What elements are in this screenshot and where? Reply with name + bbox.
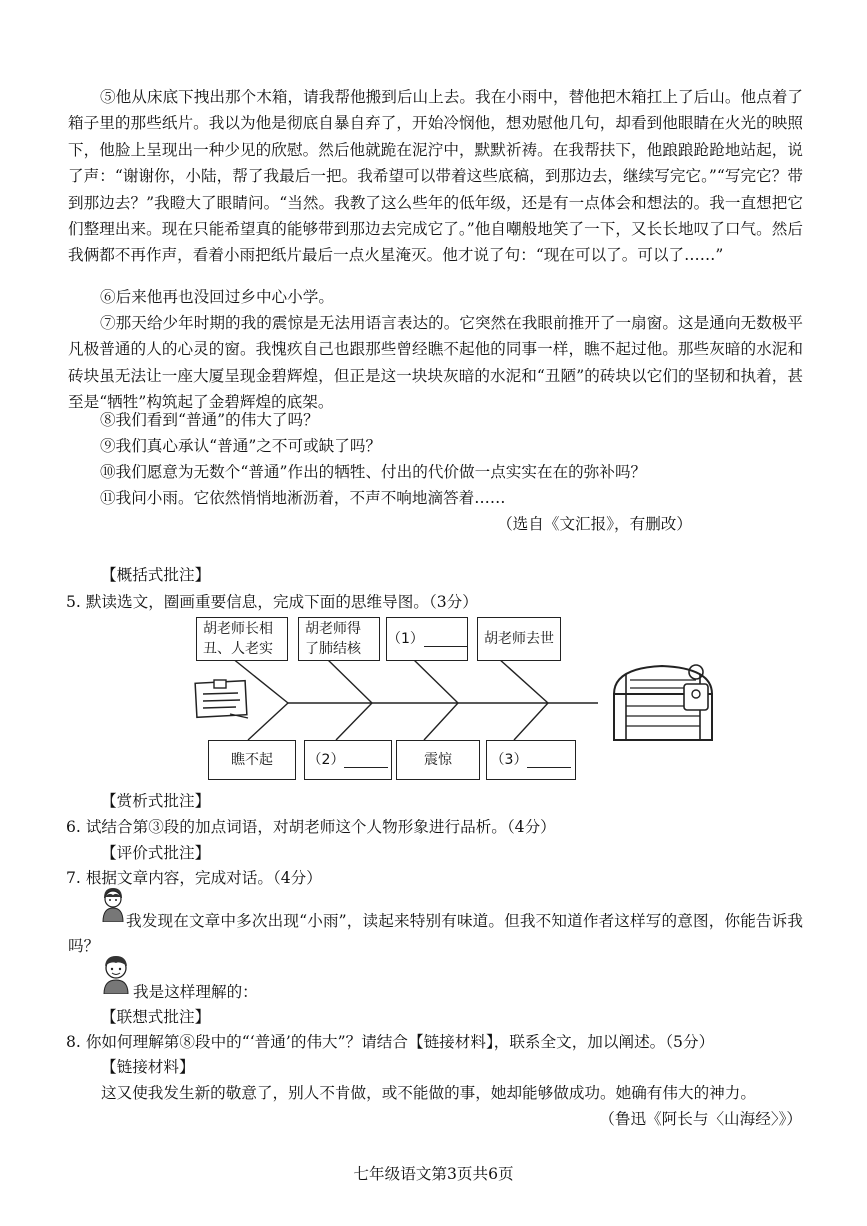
paragraph-9: ⑨我们真心承认“普通”之不可或缺了吗？ (100, 437, 382, 455)
blank-label-1: （1） (387, 631, 424, 647)
blank-label-2: （2） (307, 752, 345, 768)
student-avatar-2 (100, 954, 132, 994)
paragraph-8: ⑧我们看到“普通”的伟大了吗？ (100, 411, 319, 429)
mindmap-top-box-1: 胡老师长相丑、人老实 (196, 617, 288, 661)
blank-label-3: （3） (490, 752, 528, 768)
mindmap-bottom-box-2[interactable] (304, 740, 392, 780)
link-material-text: 这又使我发生新的敬意了，别人不肯做，或不能做的事，她却能够做成功。她确有伟大的神力。 (101, 1084, 756, 1102)
mindmap-top-box-2: 胡老师得了肺结核 (298, 617, 380, 661)
question-5: 5. 默读选文，圈画重要信息，完成下面的思维导图。（3分） (66, 593, 478, 611)
question-8: 8. 你如何理解第⑧段中的“‘普通’的伟大”？请结合【链接材料】，联系全文，加以阐述。（5分） (66, 1033, 715, 1051)
answer-blank-3[interactable] (527, 753, 571, 768)
passage-source: （选自《文汇报》，有删改） (497, 515, 692, 533)
section-summary-heading: 【概括式批注】 (101, 566, 211, 584)
paragraph-5: ⑤他从床底下拽出那个木箱，请我帮他搬到后山上去。我在小雨中，替他把木箱扛上了后山。他点着了箱子里的那些纸片。我以为他是彻底自暴自弃了，开始冷悯他，想劝慰他几句，却看到他眼睛在火光的映照下，他脸上呈现出一种少见的欣慰。然后他就跪在泥泞中，默默祈祷。在我帮扶下，他踉踉跄跄地站起，说了声：“谢谢你，小陆，帮了我最后一把。我希望可以带着这些底稿，到那边去，继续写完它。”“写完它？带到那边去？”我瞪大了眼睛问。“当然。我教了这么些年的低年级，还是有一点体会和想法的。我一直想把它们整理出来。现在只能希望真的能够带到那边去完成它了。”他自嘲般地笑了一下，又长长地叹了口气。然后我俩都不再作声，看着小雨把纸片最后一点火星淹灭。他才说了句：“现在可以了。可以了……” (68, 88, 803, 265)
treasure-chest-icon (614, 665, 712, 740)
mindmap-bottom-box-1: 瞧不起 (208, 740, 296, 780)
mindmap-top-box-4: 胡老师去世 (477, 617, 561, 661)
page-footer: 七年级语文第3页共6页 (353, 1165, 514, 1183)
answer-blank-1[interactable] (424, 632, 467, 647)
section-evaluation-heading: 【评价式批注】 (101, 844, 211, 862)
question-6: 6. 试结合第③段的加点词语，对胡老师这个人物形象进行品析。（4分） (66, 818, 556, 836)
link-material-source: （鲁迅《阿长与〈山海经〉》） (599, 1110, 802, 1128)
mindmap-top-box-3[interactable] (386, 617, 468, 661)
dialogue-line-2: 我是这样理解的： (133, 983, 258, 1001)
answer-blank-2[interactable] (344, 753, 388, 768)
notepad-icon (195, 680, 248, 718)
section-appreciation-heading: 【赏析式批注】 (101, 792, 211, 810)
link-material-heading: 【链接材料】 (101, 1058, 195, 1076)
question-7: 7. 根据文章内容，完成对话。（4分） (66, 869, 322, 887)
paragraph-6: ⑥后来他再也没回过乡中心小学。 (100, 288, 334, 306)
paragraph-7: ⑦那天给少年时期的我的震惊是无法用语言表达的。它突然在我眼前推开了一扇窗。这是通向无数极平凡极普通的人的心灵的窗。我愧疚自己也跟那些曾经瞧不起他的同事一样，瞧不起过他。那些灰暗的水泥和砖块虽无法让一座大厦呈现金碧辉煌，但正是这一块块灰暗的水泥和“丑陋”的砖块以它们的坚韧和执着，甚至是“牺牲”构筑起了金碧辉煌的底架。 (68, 314, 803, 412)
mindmap-bottom-box-3: 震惊 (396, 740, 480, 780)
paragraph-11: ⑪我问小雨。它依然悄悄地淅沥着，不声不响地滴答着…… (100, 489, 506, 507)
paragraph-10: ⑩我们愿意为无数个“普通”作出的牺牲、付出的代价做一点实实在在的弥补吗？ (100, 463, 647, 481)
section-association-heading: 【联想式批注】 (101, 1008, 211, 1026)
dialogue-line-1: 我发现在文章中多次出现“小雨”，读起来特别有味道。但我不知道作者这样写的意图，你能告诉我吗？ (68, 912, 803, 955)
mindmap-bottom-box-4[interactable] (486, 740, 576, 780)
